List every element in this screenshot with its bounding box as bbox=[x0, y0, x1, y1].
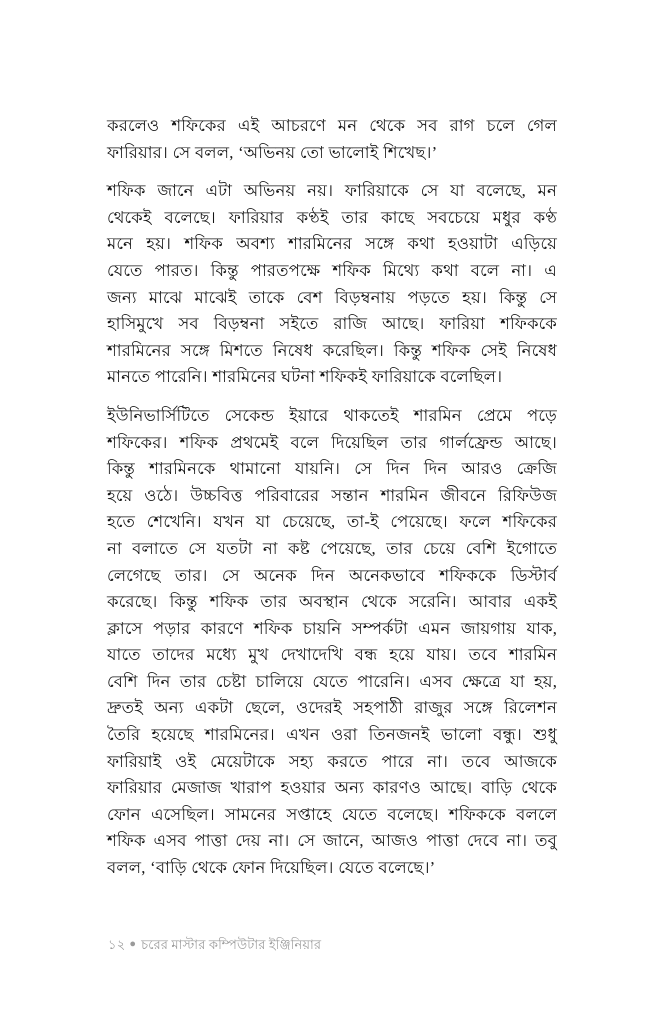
text-line: তৈরি হয়েছে শারমিনের। এখন ওরা তিনজনই ভালো বন্ধু। শুধু bbox=[107, 725, 557, 745]
text-line: লেগেছে তার। সে অনেক দিন অনেকভাবে শফিককে ডিস্টার্ব bbox=[107, 565, 557, 585]
page-text-block bbox=[107, 113, 557, 882]
text-line: যেতে পারত। কিন্তু পারতপক্ষে শফিক মিথ্যে কথা বলে না। এ bbox=[107, 260, 557, 280]
text-line: না বলাতে সে যতটা না কষ্ট পেয়েছে, তার চেয়ে বেশি ইগোতে bbox=[107, 538, 557, 558]
page-number: ১২ bbox=[108, 937, 126, 952]
text-line: হয়ে ওঠে। উচ্চবিত্ত পরিবারের সন্তান শারমিন জীবনে রিফিউজ bbox=[107, 485, 557, 505]
text-line: থেকেই বলেছে। ফারিয়ার কণ্ঠই তার কাছে সবচেয়ে মধুর কণ্ঠ bbox=[107, 207, 557, 227]
text-line: ক্লাসে পড়ার কারণে শফিক চায়নি সম্পর্কটা এমন জায়গায় যাক, bbox=[107, 618, 557, 638]
paragraph-2 bbox=[107, 178, 557, 391]
text-line: হাসিমুখে সব বিড়ম্বনা সইতে রাজি আছে। ফারিয়া শফিককে bbox=[107, 314, 557, 334]
text-line: ফোন এসেছিল। সামনের সপ্তাহে যেতে বলেছে। শফিককে বললে bbox=[107, 804, 557, 824]
running-title: চরের মাস্টার কম্পিউটার ইঞ্জিনিয়ার bbox=[141, 937, 322, 952]
text-line: ইউনিভার্সিটিতে সেকেন্ড ইয়ারে থাকতেই শারমিন প্রেমে পড়ে bbox=[107, 405, 557, 425]
text-line: ফারিয়াই ওই মেয়েটাকে সহ্য করতে পারে না। তবে আজকে bbox=[107, 751, 557, 771]
text-line: কিন্তু শারমিনকে থামানো যায়নি। সে দিন দিন আরও ক্রেজি bbox=[107, 459, 557, 479]
text-line: যাতে তাদের মধ্যে মুখ দেখাদেখি বন্ধ হয়ে যায়। তবে শারমিন bbox=[107, 645, 557, 665]
text-line: হতে শেখেনি। যখন যা চেয়েছে, তা-ই পেয়েছে। ফলে শফিকের bbox=[107, 512, 557, 532]
bullet-separator-icon: ● bbox=[129, 938, 137, 950]
text-line: করেছে। কিন্তু শফিক তার অবস্থান থেকে সরেনি। আবার একই bbox=[107, 592, 557, 612]
paragraph-1 bbox=[107, 113, 557, 166]
page-footer bbox=[108, 936, 321, 955]
paragraph-3 bbox=[107, 403, 557, 882]
text-line: করলেও শফিকের এই আচরণে মন থেকে সব রাগ চলে গেল bbox=[107, 116, 557, 135]
text-line: ফারিয়ার। সে বলল, ‘অভিনয় তো ভালোই শিখেছ।’ bbox=[107, 142, 438, 162]
text-line: জন্য মাঝে মাঝেই তাকে বেশ বিড়ম্বনায় পড়তে হয়। কিন্তু সে bbox=[107, 287, 557, 307]
text-line: মনে হয়। শফিক অবশ্য শারমিনের সঙ্গে কথা হওয়াটা এড়িয়ে bbox=[107, 234, 557, 254]
text-line: শফিক জানে এটা অভিনয় নয়। ফারিয়াকে সে যা বলেছে, মন bbox=[107, 181, 557, 201]
text-line: মানতে পারেনি। শারমিনের ঘটনা শফিকই ফারিয়াকে বলেছিল। bbox=[107, 367, 503, 387]
text-line: বেশি দিন তার চেষ্টা চালিয়ে যেতে পারেনি। এসব ক্ষেত্রে যা হয়, bbox=[107, 671, 557, 691]
text-line: ফারিয়ার মেজাজ খারাপ হওয়ার অন্য কারণও আছে। বাড়ি থেকে bbox=[107, 778, 557, 798]
text-line: বলল, ‘বাড়ি থেকে ফোন দিয়েছিল। যেতে বলেছে।’ bbox=[107, 858, 436, 878]
text-line: শফিকের। শফিক প্রথমেই বলে দিয়েছিল তার গার্লফ্রেন্ড আছে। bbox=[107, 432, 557, 452]
text-line: শারমিনের সঙ্গে মিশতে নিষেধ করেছিল। কিন্তু শফিক সেই নিষেধ bbox=[107, 340, 557, 360]
text-line: দ্রুতই অন্য একটা ছেলে, ওদেরই সহপাঠী রাজুর সঙ্গে রিলেশন bbox=[107, 698, 557, 718]
text-line: শফিক এসব পাত্তা দেয় না। সে জানে, আজও পাত্তা দেবে না। তবু bbox=[107, 831, 557, 851]
